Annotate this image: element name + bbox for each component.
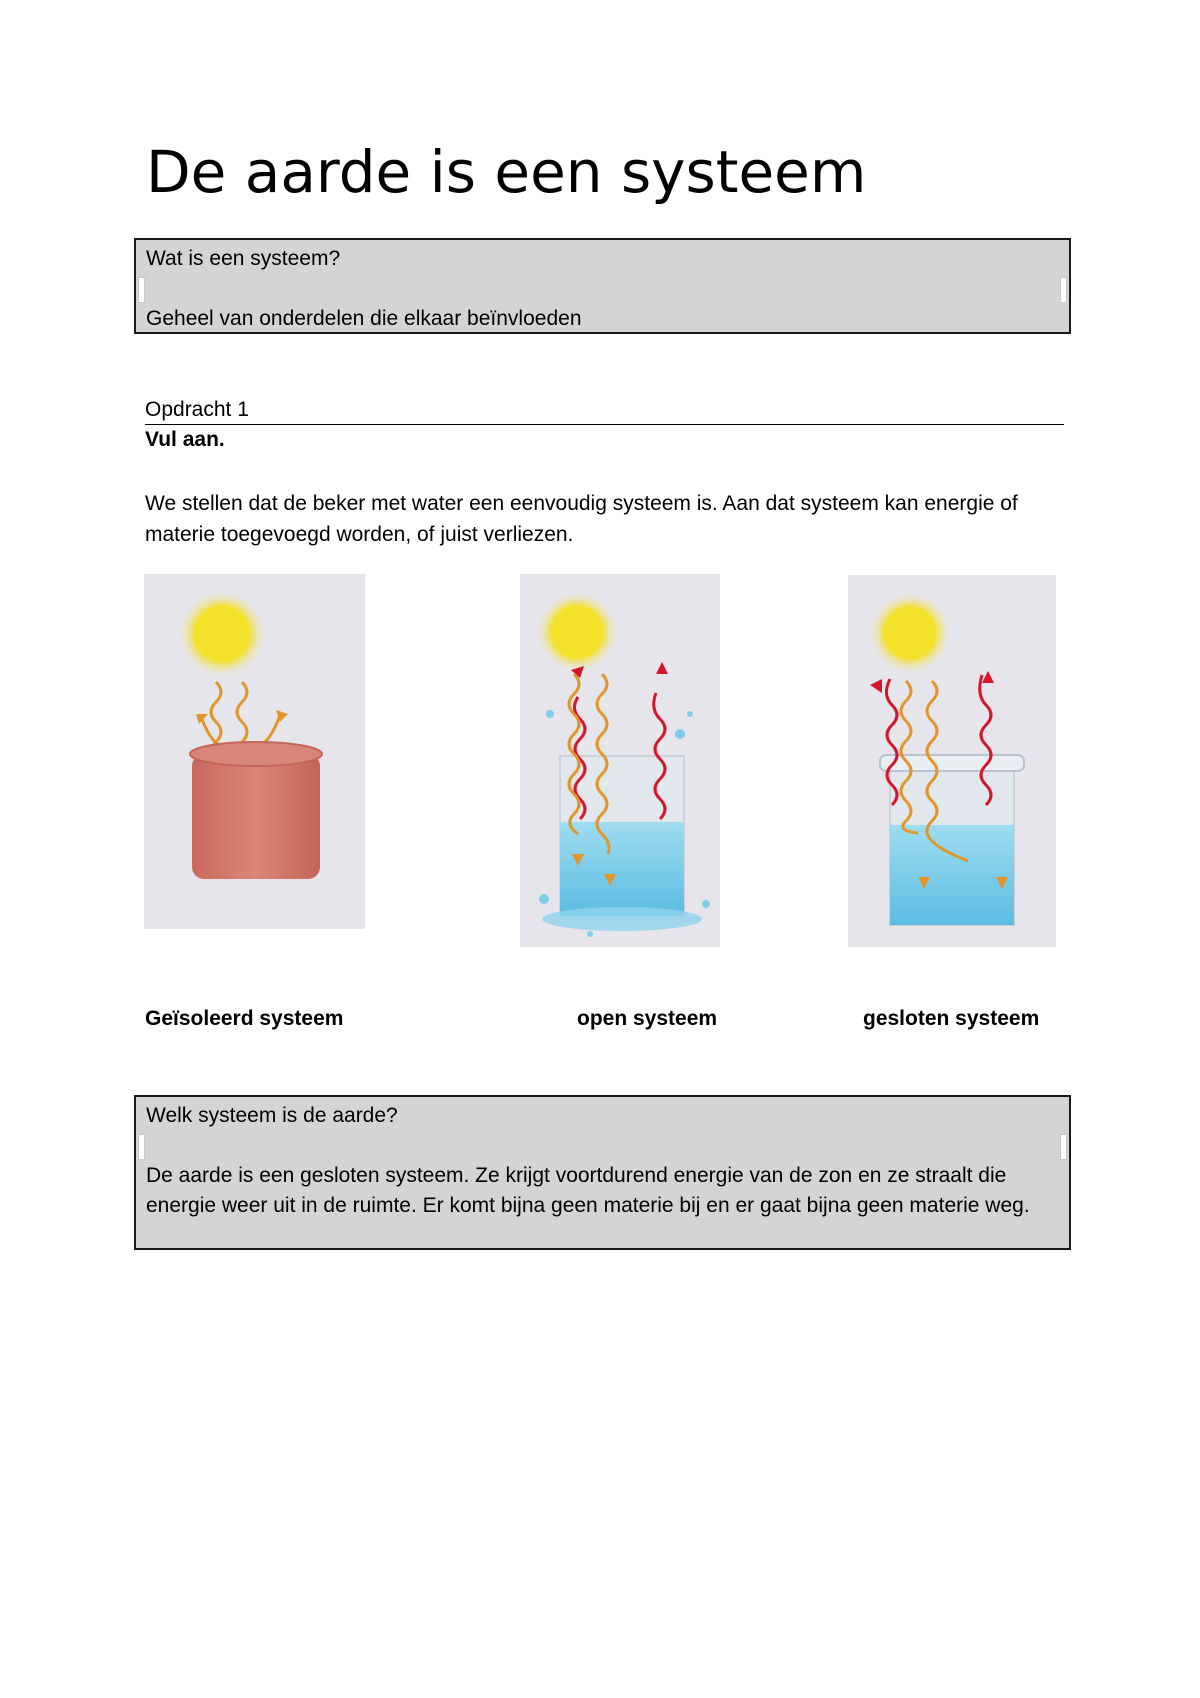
earth-question: Welk systeem is de aarde? <box>146 1104 398 1127</box>
open-system-illustration <box>520 574 720 947</box>
water <box>560 822 684 916</box>
assignment-paragraph: We stellen dat de beker met water een eenvoudig systeem is. Aan dat systeem kan energie of materie toegevoegd worden, of juist verliezen. <box>145 492 1018 546</box>
water <box>890 825 1014 925</box>
page-title: De aarde is een systeem <box>146 138 867 206</box>
closed-system-illustration <box>848 575 1056 947</box>
isolated-system-illustration <box>144 574 365 929</box>
definition-question: Wat is een systeem? <box>146 247 341 270</box>
sun-icon <box>868 591 952 675</box>
assignment-heading: Opdracht 1 <box>145 396 1064 425</box>
earth-system-box <box>134 1095 1071 1250</box>
definition-answer: Geheel van onderdelen die elkaar beïnvloeden <box>146 307 582 330</box>
definition-box <box>134 238 1071 334</box>
caption-open: open systeem <box>577 1007 718 1030</box>
spacer <box>146 1131 1059 1161</box>
assignment-instruction: Vul aan. <box>145 428 225 451</box>
cup-lid <box>190 742 322 766</box>
sun-icon <box>177 589 267 679</box>
caption-isolated: Geïsoleerd systeem <box>145 1007 344 1030</box>
caption-closed: gesloten systeem <box>863 1007 1040 1030</box>
cup-body <box>192 754 320 879</box>
sun-icon <box>535 590 619 674</box>
earth-answer: De aarde is een gesloten systeem. Ze krijgt voortdurend energie van de zon en ze straalt die energie weer uit in de ruimte. Er komt bijna geen materie bij en er gaat bijna geen materie weg. <box>146 1164 1030 1217</box>
spacer <box>146 274 1059 304</box>
